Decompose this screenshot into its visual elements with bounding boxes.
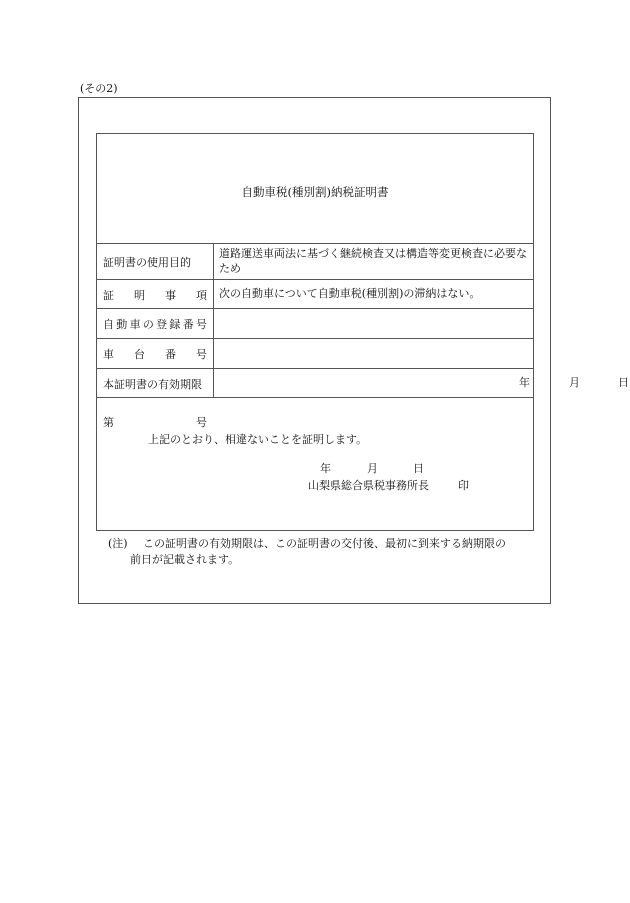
expiry-day: 日 (618, 376, 629, 390)
row-chassis (97, 338, 533, 369)
row-purpose-value: 道路運送車両法に基づく継続検査又は構造等変更検査に必要なため (219, 247, 527, 275)
form-number-label: (その2) (80, 82, 118, 95)
row-expiry (97, 368, 629, 398)
row-matter-label: 証明事項 (97, 280, 214, 309)
note-mark: (注) (108, 537, 128, 550)
row-matter (97, 279, 533, 309)
issue-year: 年 (320, 462, 331, 475)
issue-month: 月 (367, 462, 378, 475)
note-line-2: 前日が記載されます。 (130, 553, 240, 566)
expiry-year: 年 (519, 376, 530, 390)
row-purpose (97, 243, 533, 280)
row-matter-value: 次の自動車について自動車税(種別割)の滞納はない。 (219, 287, 481, 301)
row-expiry-label: 本証明書の有効期限 (97, 369, 214, 398)
cert-number-suffix: 号 (196, 416, 207, 429)
issuer-name: 山梨県総合県税事務所長 (308, 479, 429, 492)
certificate-frame (96, 133, 629, 531)
issue-day: 日 (413, 462, 424, 475)
row-expiry-value (219, 369, 629, 398)
row-registration-label: 自動車の登録番号 (97, 309, 214, 339)
seal-mark: 印 (458, 479, 469, 492)
row-registration-value (219, 309, 529, 339)
certification-statement: 上記のとおり、相違ないことを証明します。 (148, 433, 368, 446)
row-purpose-label: 証明書の使用目的 (97, 244, 214, 280)
certification-section (97, 397, 533, 530)
note-line-1: この証明書の有効期限は、この証明書の交付後、最初に到来する納期限の (143, 537, 506, 550)
row-chassis-label: 車台番号 (97, 339, 214, 369)
row-chassis-value (219, 339, 529, 369)
cert-number-prefix: 第 (103, 416, 114, 429)
row-registration (97, 308, 533, 339)
certificate-title: 自動車税(種別割)納税証明書 (241, 185, 389, 199)
expiry-month: 月 (569, 376, 580, 390)
